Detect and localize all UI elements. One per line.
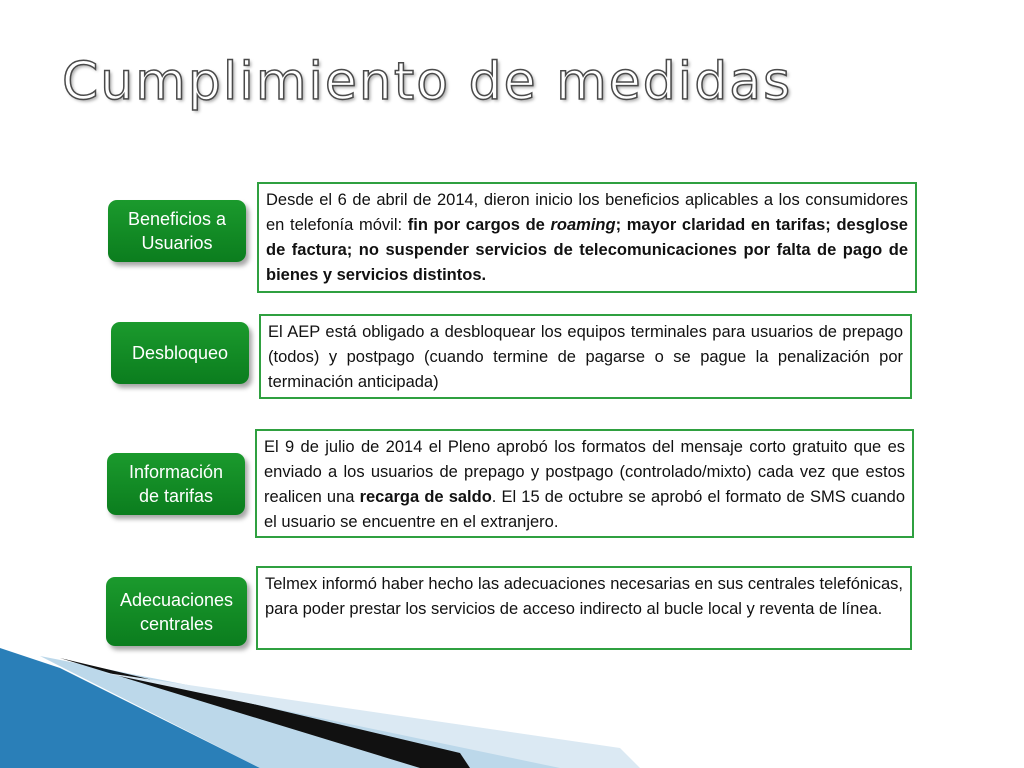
slide-title: Cumplimiento de medidas xyxy=(62,52,793,112)
text-segment: El AEP está obligado a desbloquear los equipos terminales para usuarios de prepago (todos) y postpago (cuando termine de pagarse o se pague la penalización por terminación anticipada) xyxy=(268,323,903,391)
label-beneficios-usuarios xyxy=(108,200,246,262)
label-line: Beneficios a xyxy=(127,209,227,229)
label-desbloqueo xyxy=(111,322,249,384)
label-line: Desbloqueo xyxy=(131,343,229,363)
description-desbloqueo xyxy=(259,314,912,399)
text-segment: fin por cargos de xyxy=(407,216,551,234)
label-line: de tarifas xyxy=(138,486,214,506)
label-line: Información xyxy=(128,462,224,482)
label-line: Adecuaciones xyxy=(119,589,234,610)
description-informacion xyxy=(255,429,914,538)
text-segment: ; mayor claridad en tarifas; desglose de factura; no suspender servicios de telecomunicaciones por falta de pago de bienes y servicios distintos. xyxy=(266,216,908,284)
text-segment: recarga de saldo xyxy=(359,488,492,506)
text-segment: Desde el 6 de abril de 2014, dieron inicio los beneficios aplicables a los consumidores en telefonía móvil: xyxy=(266,191,908,234)
label-informacion-tarifas xyxy=(107,453,245,515)
text-segment: roaming xyxy=(550,216,616,234)
text-segment: El 9 de julio de 2014 el Pleno aprobó los formatos del mensaje corto gratuito que es enviado a los usuarios de prepago y postpago (controlado/mixto) cada vez que estos realicen una xyxy=(264,438,905,506)
label-line: Usuarios xyxy=(141,233,213,253)
text-segment: Telmex informó haber hecho las adecuaciones necesarias en sus centrales telefónicas, para poder prestar los servicios de acceso indirecto al bucle local y reventa de línea. xyxy=(265,575,903,618)
description-beneficios xyxy=(257,182,917,293)
decorative-stripes xyxy=(0,628,1024,768)
label-line: centrales xyxy=(139,613,214,634)
text-segment: . El 15 de octubre se aprobó el formato de SMS cuando el usuario se encuentre en el extranjero. xyxy=(264,488,905,531)
